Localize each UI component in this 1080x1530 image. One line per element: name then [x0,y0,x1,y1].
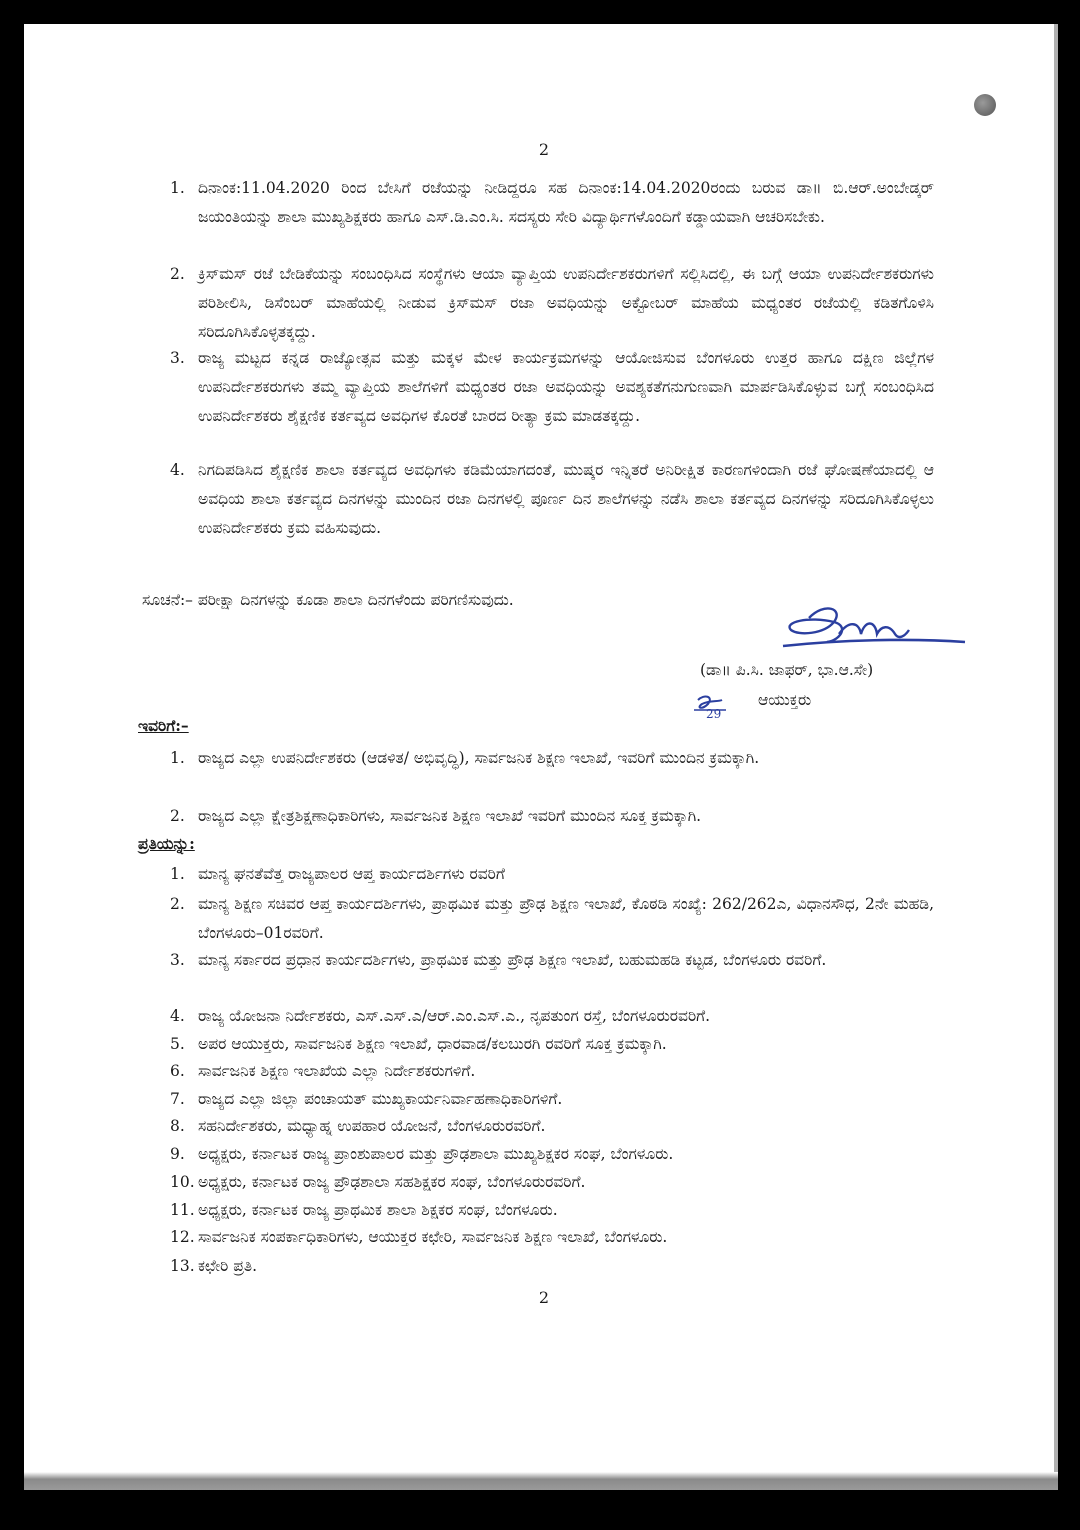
page-number-bottom: 2 [538,1288,550,1307]
item-number: 8. [170,1117,185,1135]
main-point-4 [170,456,934,572]
copy-item-7 [170,1085,934,1114]
to-heading: ಇವರಿಗೆ:– [138,716,189,735]
main-point-2 [170,260,934,348]
item-text: ಸಾರ್ವಜನಿಕ ಸಂಪರ್ಕಾಧಿಕಾರಿಗಳು, ಆಯುಕ್ತರ ಕಛೇರಿ, ಸಾರ್ವಜನಿಕ ಶಿಕ್ಷಣ ಇಲಾಖೆ, ಬೆಂಗಳೂರು. [198,1228,668,1246]
point-number: 1. [170,179,185,197]
item-number: 1. [170,865,185,883]
signature-icon [779,600,969,660]
copy-item-11 [170,1196,934,1225]
copy-item-9 [170,1140,934,1169]
item-text: ರಾಜ್ಯದ ಎಲ್ಲಾ ಜಿಲ್ಲಾ ಪಂಚಾಯತ್ ಮುಖ್ಯಕಾರ್ಯನಿರ್ವಾಹಣಾಧಿಕಾರಿಗಳಿಗೆ. [198,1090,563,1108]
signatory-designation: ಆಯುಕ್ತರು [758,691,812,709]
point-number: 3. [170,349,185,367]
copy-item-8 [170,1112,934,1141]
copy-item-12 [170,1223,934,1252]
to-item-2 [170,802,934,831]
item-text: ಮಾನ್ಯ ಶಿಕ್ಷಣ ಸಚಿವರ ಆಪ್ತ ಕಾರ್ಯದರ್ಶಿಗಳು, ಪ್ರಾಥಮಿಕ ಮತ್ತು ಪ್ರೌಢ ಶಿಕ್ಷಣ ಇಲಾಖೆ, ಕೊಠಡಿ ಸಂಖ್ಯೆ: 262/262ಎ, ವಿಧಾನಸೌಧ, 2ನೇ ಮಹಡಿ, ಬೆಂಗಳೂರು–01ರವರಿಗೆ. [198,895,934,942]
copy-item-10 [170,1168,934,1197]
page-bottom-shadow [24,1472,1058,1490]
point-number: 2. [170,265,185,283]
item-text: ಅಧ್ಯಕ್ಷರು, ಕರ್ನಾಟಕ ರಾಜ್ಯ ಪ್ರಾಂಶುಪಾಲರ ಮತ್ತು ಪ್ರೌಢಶಾಲಾ ಮುಖ್ಯಶಿಕ್ಷಕರ ಸಂಘ, ಬೆಂಗಳೂರು. [198,1145,674,1163]
item-text: ಸಾರ್ವಜನಿಕ ಶಿಕ್ಷಣ ಇಲಾಖೆಯ ಎಲ್ಲಾ ನಿರ್ದೇಶಕರುಗಳಿಗೆ. [198,1062,476,1080]
copy-item-4 [170,1002,934,1031]
item-number: 3. [170,951,185,969]
point-text: ರಾಜ್ಯ ಮಟ್ಟದ ಕನ್ನಡ ರಾಜ್ಯೋತ್ಸವ ಮತ್ತು ಮಕ್ಕಳ ಮೇಳ ಕಾರ್ಯಕ್ರಮಗಳನ್ನು ಆಯೋಜಿಸುವ ಬೆಂಗಳೂರು ಉತ್ತರ ಹಾಗೂ ದಕ್ಷಿಣ ಜಿಲ್ಲೆಗಳ ಉಪನಿರ್ದೇಶಕರುಗಳು ತಮ್ಮ ವ್ಯಾಪ್ತಿಯ ಶಾಲೆಗಳಿಗೆ ಮಧ್ಯಂತರ ರಜಾ ಅವಧಿಯನ್ನು ಅವಶ್ಯಕತೆಗನುಗುಣವಾಗಿ ಮಾರ್ಪಡಿಸಿಕೊಳ್ಳುವ ಬಗ್ಗೆ ಸಂಬಂಧಿಸಿದ ಉಪನಿರ್ದೇಶಕರು ಶೈಕ್ಷಣಿಕ ಕರ್ತವ್ಯದ ಅವಧಿಗಳ ಕೊರತೆ ಬಾರದ ರೀತ್ಯಾ ಕ್ರಮ ಮಾಡತಕ್ಕದ್ದು. [198,349,934,425]
copy-item-13 [170,1252,934,1281]
item-text: ರಾಜ್ಯ ಯೋಜನಾ ನಿರ್ದೇಶಕರು, ಎಸ್.ಎಸ್.ಎ/ಆರ್.ಎಂ.ಎಸ್.ಎ., ನೃಪತುಂಗ ರಸ್ತೆ, ಬೆಂಗಳೂರುರವರಿಗೆ. [198,1007,711,1025]
item-number: 2. [170,807,185,825]
to-item-1 [170,744,934,802]
item-number: 4. [170,1007,185,1025]
item-number: 10. [170,1173,195,1191]
note-text: ಸೂಚನೆ:– ಪರೀಕ್ಷಾ ದಿನಗಳನ್ನು ಕೂಡಾ ಶಾಲಾ ದಿನಗಳೆಂದು ಪರಿಗಣಿಸುವುದು. [142,591,514,609]
copy-item-6 [170,1057,934,1086]
copy-heading: ಪ್ರತಿಯನ್ನು: [138,834,195,853]
point-text: ನಿಗದಿಪಡಿಸಿದ ಶೈಕ್ಷಣಿಕ ಶಾಲಾ ಕರ್ತವ್ಯದ ಅವಧಿಗಳು ಕಡಿಮೆಯಾಗದಂತೆ, ಮುಷ್ಕರ ಇನ್ನಿತರೆ ಅನಿರೀಕ್ಷಿತ ಕಾರಣಗಳಿಂದಾಗಿ ರಜೆ ಘೋಷಣೆಯಾದಲ್ಲಿ ಆ ಅವಧಿಯ ಶಾಲಾ ಕರ್ತವ್ಯದ ದಿನಗಳನ್ನು ಮುಂದಿನ ರಜಾ ದಿನಗಳಲ್ಲಿ ಪೂರ್ಣ ದಿನ ಶಾಲೆಗಳನ್ನು ನಡೆಸಿ ಶಾಲಾ ಕರ್ತವ್ಯದ ದಿನಗಳನ್ನು ಸರಿದೂಗಿಸಿಕೊಳ್ಳಲು ಉಪನಿರ್ದೇಶಕರು ಕ್ರಮ ವಹಿಸುವುದು. [198,461,934,537]
item-text: ರಾಜ್ಯದ ಎಲ್ಲಾ ಉಪನಿರ್ದೇಶಕರು (ಆಡಳಿತ/ ಅಭಿವೃದ್ಧಿ), ಸಾರ್ವಜನಿಕ ಶಿಕ್ಷಣ ಇಲಾಖೆ, ಇವರಿಗೆ ಮುಂದಿನ ಕ್ರಮಕ್ಕಾಗಿ. [198,749,760,767]
main-point-1 [170,174,934,262]
item-number: 11. [170,1201,195,1219]
copy-item-5 [170,1030,934,1059]
point-number: 4. [170,461,185,479]
item-number: 1. [170,749,185,767]
page-edge-shadow [1054,24,1058,1490]
item-number: 7. [170,1090,185,1108]
item-number: 12. [170,1228,195,1246]
copy-item-2 [170,890,934,948]
copy-item-3 [170,946,934,1004]
item-text: ಅಪರ ಆಯುಕ್ತರು, ಸಾರ್ವಜನಿಕ ಶಿಕ್ಷಣ ಇಲಾಖೆ, ಧಾರವಾಡ/ಕಲಬುರಗಿ ರವರಿಗೆ ಸೂಕ್ತ ಕ್ರಮಕ್ಕಾಗಿ. [198,1035,667,1053]
signatory-name: (ಡಾ॥ ಪಿ.ಸಿ. ಜಾಫರ್, ಭಾ.ಆ.ಸೇ) [700,661,874,679]
item-text: ಕಛೇರಿ ಪ್ರತಿ. [198,1257,258,1275]
item-number: 6. [170,1062,185,1080]
item-text: ಸಹನಿರ್ದೇಶಕರು, ಮಧ್ಯಾಹ್ನ ಉಪಹಾರ ಯೋಜನೆ, ಬೆಂಗಳೂರುರವರಿಗೆ. [198,1117,546,1135]
item-text: ಮಾನ್ಯ ಸರ್ಕಾರದ ಪ್ರಧಾನ ಕಾರ್ಯದರ್ಶಿಗಳು, ಪ್ರಾಥಮಿಕ ಮತ್ತು ಪ್ರೌಢ ಶಿಕ್ಷಣ ಇಲಾಖೆ, ಬಹುಮಹಡಿ ಕಟ್ಟಡ, ಬೆಂಗಳೂರು ರವರಿಗೆ. [198,951,827,969]
point-text: ದಿನಾಂಕ:11.04.2020 ರಿಂದ ಬೇಸಿಗೆ ರಜೆಯನ್ನು ನೀಡಿದ್ದರೂ ಸಹ ದಿನಾಂಕ:14.04.2020ರಂದು ಬರುವ ಡಾ॥ ಬಿ.ಆರ್.ಅಂಬೇಡ್ಕರ್ ಜಯಂತಿಯನ್ನು ಶಾಲಾ ಮುಖ್ಯಶಿಕ್ಷಕರು ಹಾಗೂ ಎಸ್.ಡಿ.ಎಂ.ಸಿ. ಸದಸ್ಯರು ಸೇರಿ ವಿದ್ಯಾರ್ಥಿಗಳೊಂದಿಗೆ ಕಡ್ಡಾಯವಾಗಿ ಆಚರಿಸಬೇಕು. [198,179,934,226]
item-text: ಅಧ್ಯಕ್ಷರು, ಕರ್ನಾಟಕ ರಾಜ್ಯ ಪ್ರಾಥಮಿಕ ಶಾಲಾ ಶಿಕ್ಷಕರ ಸಂಘ, ಬೆಂಗಳೂರು. [198,1201,558,1219]
item-number: 2. [170,895,185,913]
item-number: 13. [170,1257,195,1275]
main-point-3 [170,344,934,460]
point-text: ಕ್ರಿಸ್‌ಮಸ್ ರಜೆ ಬೇಡಿಕೆಯನ್ನು ಸಂಬಂಧಿಸಿದ ಸಂಸ್ಥೆಗಳು ಆಯಾ ವ್ಯಾಪ್ತಿಯ ಉಪನಿರ್ದೇಶಕರುಗಳಿಗೆ ಸಲ್ಲಿಸಿದಲ್ಲಿ, ಈ ಬಗ್ಗೆ ಆಯಾ ಉಪನಿರ್ದೇಶಕರುಗಳು ಪರಿಶೀಲಿಸಿ, ಡಿಸೆಂಬರ್ ಮಾಹೆಯಲ್ಲಿ ನೀಡುವ ಕ್ರಿಸ್‌ಮಸ್ ರಜಾ ಅವಧಿಯನ್ನು ಅಕ್ಟೋಬರ್ ಮಾಹೆಯ ಮಧ್ಯಂತರ ರಜೆಯಲ್ಲಿ ಕಡಿತಗೊಳಿಸಿ ಸರಿದೂಗಿಸಿಕೊಳ್ಳತಕ್ಕದ್ದು. [198,265,934,341]
initials-date: 29 [706,707,722,721]
item-text: ಮಾನ್ಯ ಘನತೆವೆತ್ತ ರಾಜ್ಯಪಾಲರ ಆಪ್ತ ಕಾರ್ಯದರ್ಶಿಗಳು ರವರಿಗೆ [198,865,505,883]
copy-item-1 [170,860,934,889]
item-number: 5. [170,1035,185,1053]
item-text: ರಾಜ್ಯದ ಎಲ್ಲಾ ಕ್ಷೇತ್ರಶಿಕ್ಷಣಾಧಿಕಾರಿಗಳು, ಸಾರ್ವಜನಿಕ ಶಿಕ್ಷಣ ಇಲಾಖೆ ಇವರಿಗೆ ಮುಂದಿನ ಸೂಕ್ತ ಕ್ರಮಕ್ಕಾಗಿ. [198,807,702,825]
document-page [24,24,1058,1490]
item-text: ಅಧ್ಯಕ್ಷರು, ಕರ್ನಾಟಕ ರಾಜ್ಯ ಪ್ರೌಢಶಾಲಾ ಸಹಶಿಕ್ಷಕರ ಸಂಘ, ಬೆಂಗಳೂರುರವರಿಗೆ. [198,1173,586,1191]
page-number-top: 2 [538,140,550,159]
item-number: 9. [170,1145,185,1163]
punch-hole-icon [974,94,996,116]
